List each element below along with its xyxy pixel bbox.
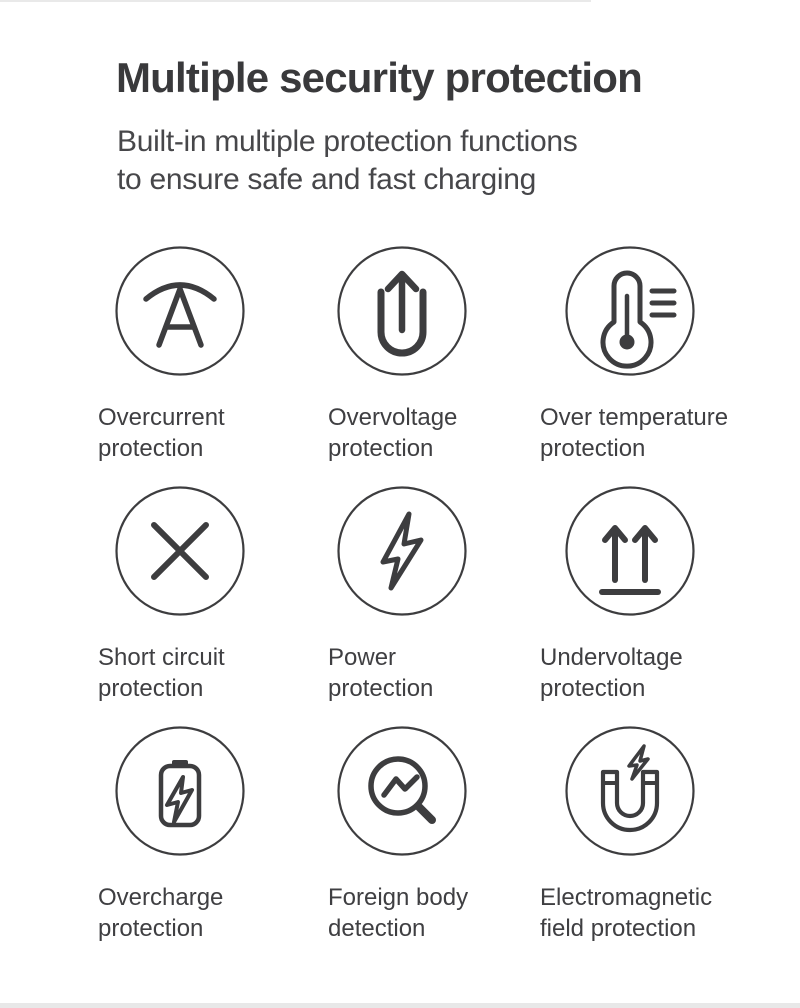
feature-label: Electromagnetic field protection bbox=[540, 884, 713, 942]
feature-card-undervoltage bbox=[540, 486, 800, 704]
feature-label: Power protection bbox=[328, 644, 434, 702]
overvoltage-up-arrow-icon bbox=[337, 246, 467, 376]
feature-card-overvoltage bbox=[328, 246, 540, 464]
short-circuit-cross-icon bbox=[115, 486, 245, 616]
page-title: Multiple security protection bbox=[116, 54, 642, 101]
foreign-body-magnifier-icon bbox=[337, 726, 467, 856]
undervoltage-double-arrow-icon bbox=[565, 486, 695, 616]
bottom-section-divider bbox=[0, 1003, 800, 1008]
feature-card-over-temperature bbox=[540, 246, 800, 464]
feature-label: Overvoltage protection bbox=[328, 404, 458, 462]
feature-card-overcharge bbox=[98, 726, 328, 944]
feature-card-overcurrent bbox=[98, 246, 328, 464]
feature-label: Foreign body detection bbox=[328, 884, 469, 942]
power-lightning-icon bbox=[337, 486, 467, 616]
feature-card-foreign-body bbox=[328, 726, 540, 944]
overcharge-battery-icon bbox=[115, 726, 245, 856]
feature-grid bbox=[98, 246, 800, 944]
top-section-divider bbox=[0, 0, 591, 2]
electromagnetic-magnet-icon bbox=[565, 726, 695, 856]
feature-card-short-circuit bbox=[98, 486, 328, 704]
feature-label: Short circuit protection bbox=[98, 644, 225, 702]
page-subtitle: Built-in multiple protection functions to ensure safe and fast charging bbox=[117, 125, 578, 197]
header bbox=[0, 0, 800, 199]
feature-label: Undervoltage protection bbox=[540, 644, 683, 702]
feature-card-electromagnetic bbox=[540, 726, 800, 944]
feature-card-power bbox=[328, 486, 540, 704]
overcurrent-ampere-icon bbox=[115, 246, 245, 376]
feature-label: Over temperature protection bbox=[540, 404, 729, 462]
feature-label: Overcurrent protection bbox=[98, 404, 225, 462]
over-temperature-thermometer-icon bbox=[565, 246, 695, 376]
feature-label: Overcharge protection bbox=[98, 884, 224, 942]
